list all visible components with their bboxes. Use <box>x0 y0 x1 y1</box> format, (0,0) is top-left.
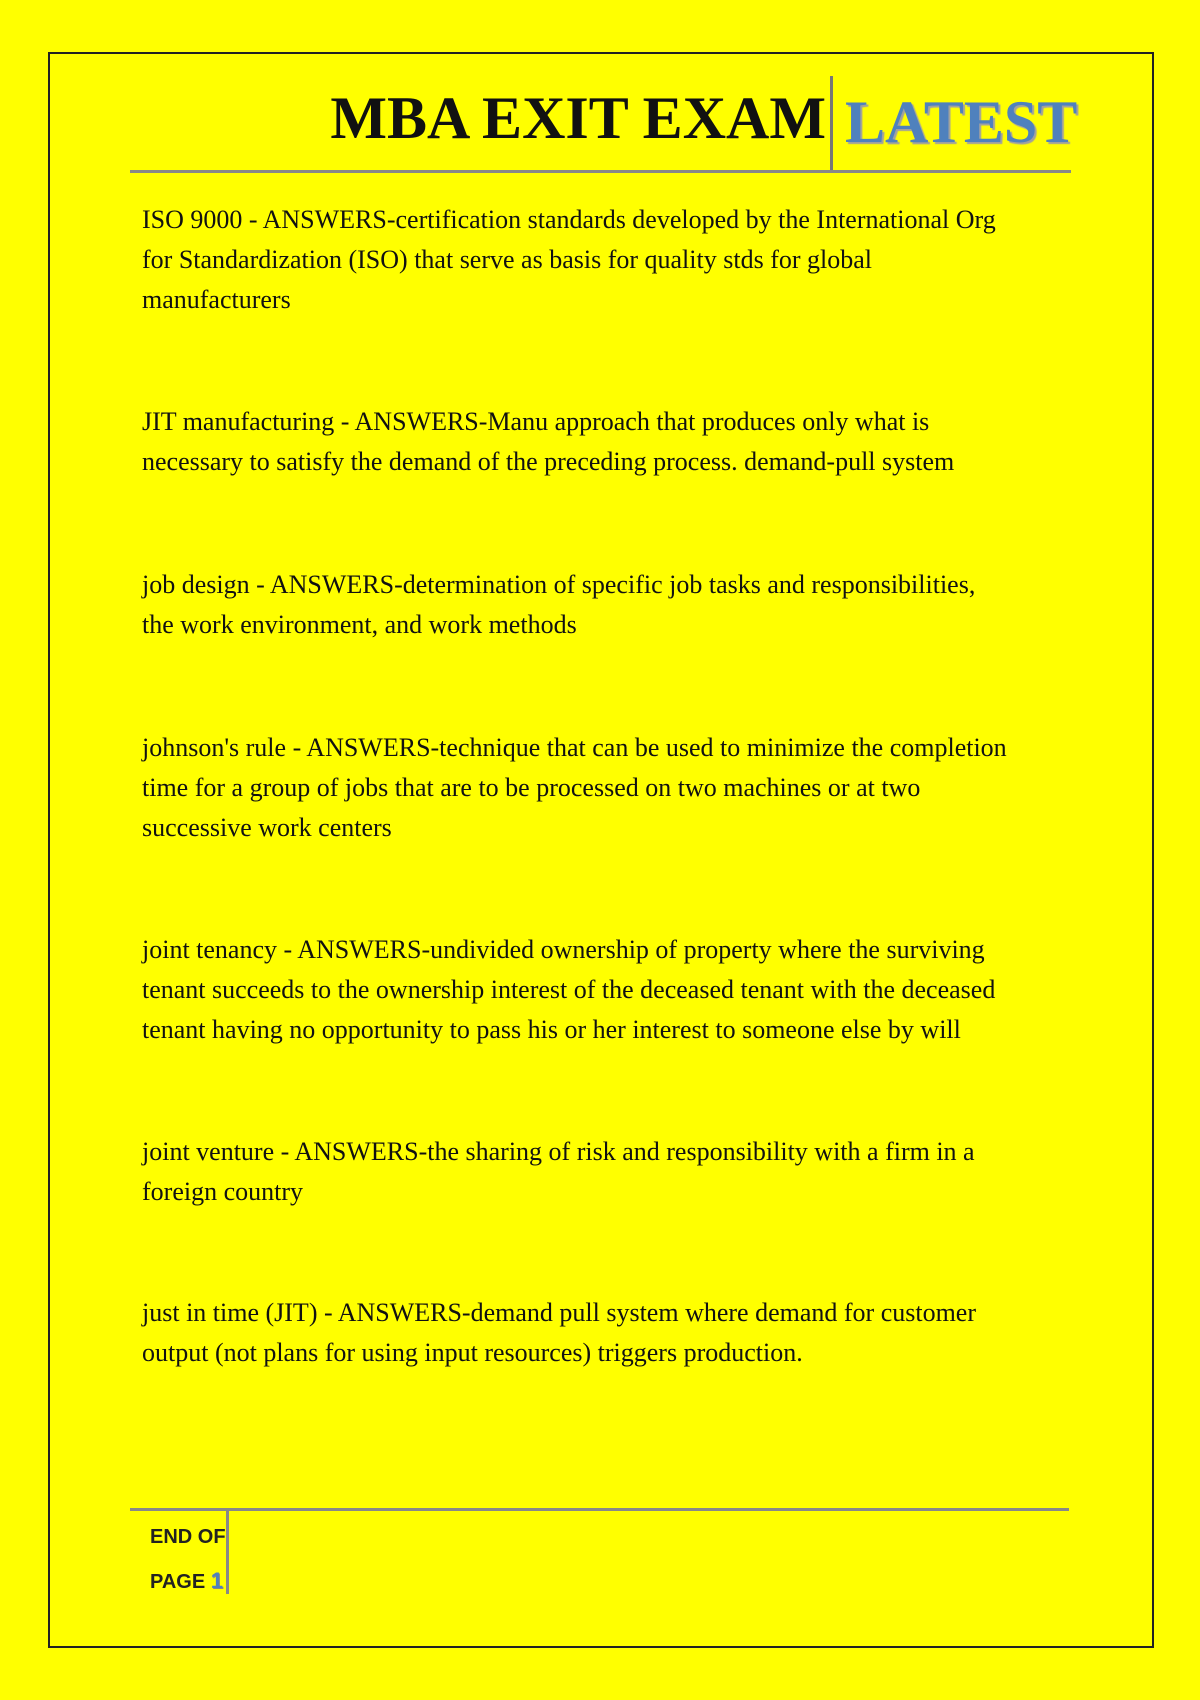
entry-just-in-time <box>142 1293 976 1373</box>
footer-divider <box>226 1510 229 1594</box>
entry-line: time for a group of jobs that are to be processed on two machines or at two <box>142 773 921 802</box>
entry-johnsons-rule <box>142 728 1007 848</box>
header-divider <box>830 76 833 172</box>
entry-line: the work environment, and work methods <box>142 610 577 639</box>
footer-page-number: 1 <box>210 1568 224 1593</box>
page-header <box>130 76 1078 174</box>
page-title: MBA EXIT EXAM <box>330 85 826 151</box>
entry-line: tenant succeeds to the ownership interest of the deceased tenant with the deceased <box>142 975 996 1004</box>
footer-page-indicator <box>150 1559 226 1604</box>
footer-page-label: PAGE <box>150 1571 206 1593</box>
entry-line: output (not plans for using input resources) triggers production. <box>142 1338 803 1367</box>
entry-line: joint venture - ANSWERS-the sharing of risk and responsibility with a firm in a <box>142 1137 975 1166</box>
footer-end-of: END OF <box>150 1526 226 1548</box>
entry-iso-9000 <box>142 200 996 320</box>
footer-rule <box>130 1508 1069 1511</box>
entry-joint-tenancy <box>142 930 995 1050</box>
header-rule <box>130 170 1071 173</box>
entry-line: manufacturers <box>142 285 291 314</box>
entry-line: joint tenancy - ANSWERS-undivided ownership of property where the surviving <box>142 935 985 964</box>
entry-line: necessary to satisfy the demand of the preceding process. demand-pull system <box>142 447 955 476</box>
entry-line: job design - ANSWERS-determination of specific job tasks and responsibilities, <box>142 570 976 599</box>
entry-job-design <box>142 565 975 645</box>
entry-line: ISO 9000 - ANSWERS-certification standards developed by the International Org <box>142 205 996 234</box>
entry-line: foreign country <box>142 1177 304 1206</box>
entry-line: for Standardization (ISO) that serve as basis for quality stds for global <box>142 245 872 274</box>
entry-line: just in time (JIT) - ANSWERS-demand pull system where demand for customer <box>142 1298 977 1327</box>
header-accent-label: LATEST <box>845 89 1078 155</box>
entry-joint-venture <box>142 1132 975 1212</box>
entry-line: tenant having no opportunity to pass his or her interest to someone else by will <box>142 1015 961 1044</box>
page-footer <box>150 1515 226 1604</box>
entry-line: successive work centers <box>142 813 392 842</box>
entry-jit-manufacturing <box>142 402 954 482</box>
entry-line: johnson's rule - ANSWERS-technique that can be used to minimize the completion <box>142 733 1007 762</box>
entry-line: JIT manufacturing - ANSWERS-Manu approach that produces only what is <box>142 407 930 436</box>
